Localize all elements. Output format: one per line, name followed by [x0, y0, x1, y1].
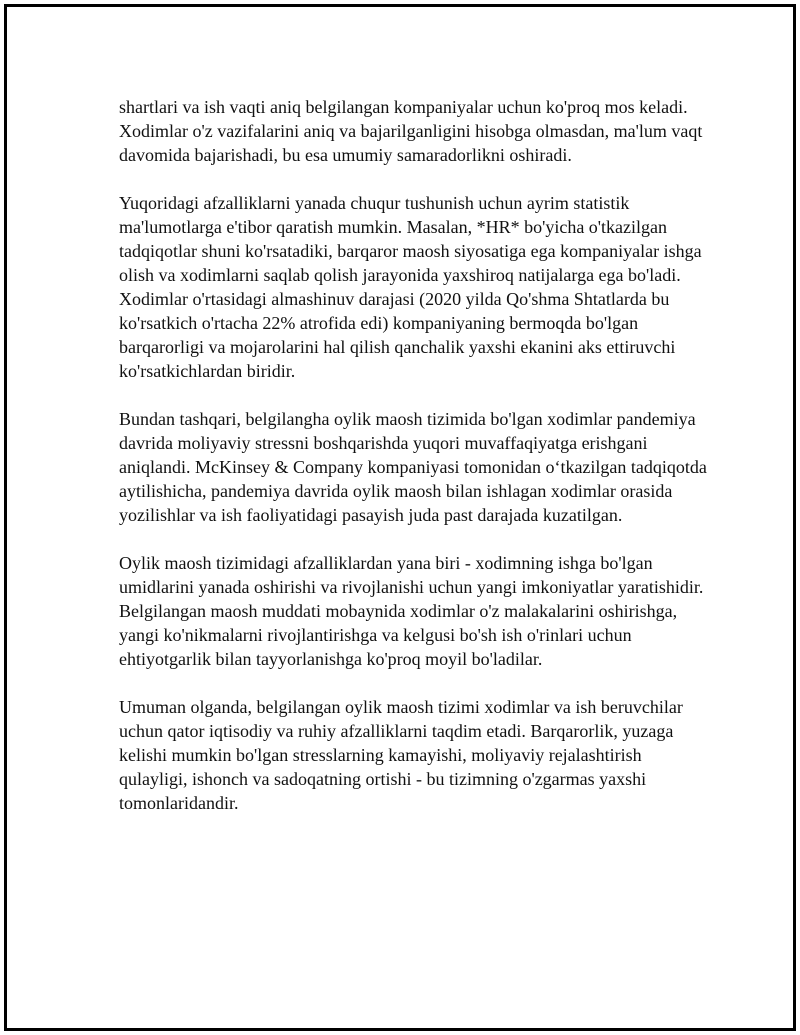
paragraph: Yuqoridagi afzalliklarni yanada chuqur tushunish uchun ayrim statistik ma'lumotlarga e'tibor qaratish mumkin. Masalan, *HR* bo'yicha o'tkazilgan tadqiqotlar shuni ko'rsatadiki, barqaror maosh siyosatiga ega kompaniyalar ishga olish va xodimlarni saqlab qolish jarayonida yaxshiroq natijalarga ega bo'ladi. Xodimlar o'rtasidagi almashinuv darajasi (2020 yilda Qo'shma Shtatlarda bu ko'rsatkich o'rtacha 22% atrofida edi) kompaniyaning bermoqda bo'lgan barqarorligi va mojarolarini hal qilish qanchalik yaxshi ekanini aks ettiruvchi ko'rsatkichlardan biridir. — [119, 193, 702, 381]
paragraph: Bundan tashqari, belgilangha oylik maosh tizimida bo'lgan xodimlar pandemiya davrida moliyaviy stressni boshqarishda yuqori muvaffaqiyatga erishgani aniqlandi. McKinsey & Company kompaniyasi tomonidan o‘tkazilgan tadqiqotda aytilishicha, pandemiya davrida oylik maosh bilan ishlagan xodimlar orasida yozilishlar va ish faoliyatidagi pasayish juda past darajada kuzatilgan. — [119, 409, 707, 525]
paragraph: Oylik maosh tizimidagi afzalliklardan yana biri - xodimning ishga bo'lgan umidlarini yanada oshirishi va rivojlanishi uchun yangi imkoniyatlar yaratishidir. Belgilangan maosh muddati mobaynida xodimlar o'z malakalarini oshirishga, yangi ko'nikmalarni rivojlantirishga va kelgusi bo'sh ish o'rinlari uchun ehtiyotgarlik bilan tayyorlanishga ko'proq moyil bo'ladilar. — [119, 553, 704, 669]
document-body — [119, 95, 709, 839]
paragraph: shartlari va ish vaqti aniq belgilangan kompaniyalar uchun ko'proq mos keladi. Xodimlar o'z vazifalarini aniq va bajarilganligini hisobga olmasdan, ma'lum vaqt davomida bajarishadi, bu esa umumiy samaradorlikni oshiradi. — [119, 97, 703, 165]
page-frame — [4, 4, 796, 1031]
paragraph: Umuman olganda, belgilangan oylik maosh tizimi xodimlar va ish beruvchilar uchun qator iqtisodiy va ruhiy afzalliklarni taqdim etadi. Barqarorlik, yuzaga kelishi mumkin bo'lgan stresslarning kamayishi, moliyaviy rejalashtirish qulayligi, ishonch va sadoqatning ortishi - bu tizimning o'zgarmas yaxshi tomonlaridandir. — [119, 697, 683, 813]
